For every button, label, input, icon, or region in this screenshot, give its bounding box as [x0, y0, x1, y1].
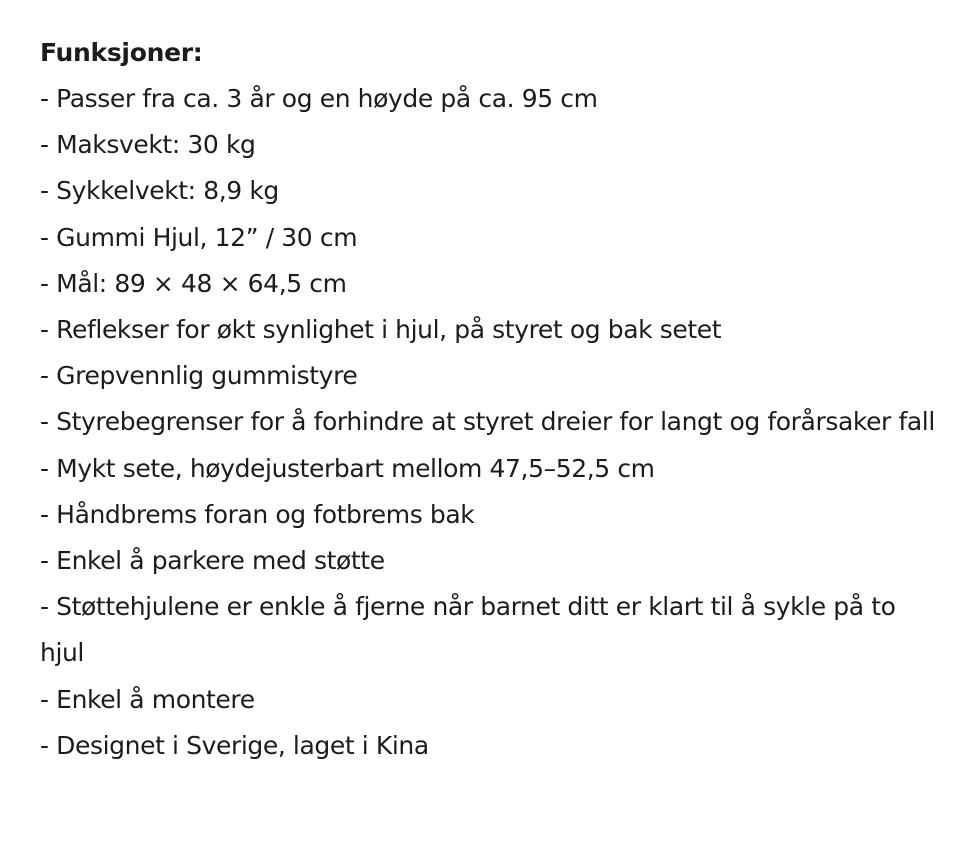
feature-item: - Reflekser for økt synlighet i hjul, på styret og bak setet: [40, 315, 722, 345]
features-section: [40, 30, 940, 769]
feature-item: - Enkel å montere: [40, 684, 255, 714]
feature-item: - Støttehjulene er enkle å fjerne når barnet ditt er klart til å sykle på to hjul: [40, 592, 896, 668]
feature-item: - Mykt sete, høydejusterbart mellom 47,5–52,5 cm: [40, 453, 655, 483]
feature-item: - Mål: 89 × 48 × 64,5 cm: [40, 268, 347, 298]
feature-item: - Designet i Sverige, laget i Kina: [40, 730, 429, 760]
feature-item: - Grepvennlig gummistyre: [40, 361, 358, 391]
feature-item: - Styrebegrenser for å forhindre at styret dreier for langt og forårsaker fall: [40, 407, 935, 437]
feature-item: - Enkel å parkere med støtte: [40, 546, 385, 576]
feature-item: - Maksvekt: 30 kg: [40, 130, 256, 160]
feature-item: - Gummi Hjul, 12” / 30 cm: [40, 222, 358, 252]
features-heading: Funksjoner:: [40, 38, 203, 67]
feature-item: - Sykkelvekt: 8,9 kg: [40, 176, 279, 206]
features-list: [40, 76, 940, 769]
feature-item: - Håndbrems foran og fotbrems bak: [40, 499, 475, 529]
feature-item: - Passer fra ca. 3 år og en høyde på ca. 95 cm: [40, 84, 598, 113]
